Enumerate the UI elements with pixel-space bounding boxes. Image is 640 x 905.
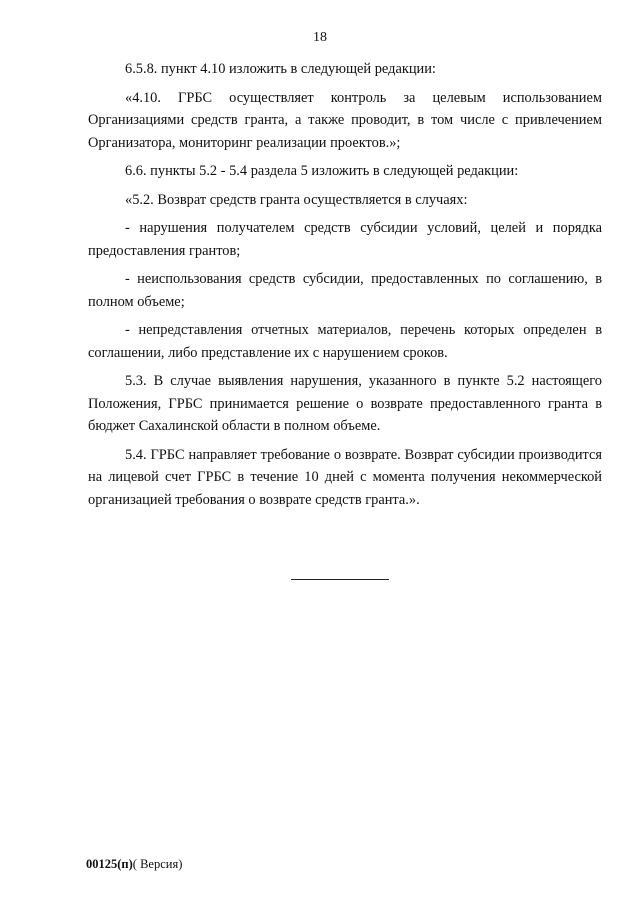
paragraph-6-5-8: 6.5.8. пункт 4.10 изложить в следующей редакции: [125, 61, 436, 77]
document-footer [86, 857, 182, 872]
page-number: 18 [313, 30, 327, 45]
document-code: 00125(п) [86, 857, 133, 871]
list-item-nonuse: - неиспользования средств субсидии, предоставленных по соглашению, в полном объеме; [88, 271, 602, 310]
list-item-violation: - нарушения получателем средств субсидии условий, целей и порядка предоставления грантов; [88, 220, 602, 259]
paragraph-5-2: «5.2. Возврат средств гранта осуществляется в случаях: [125, 191, 468, 208]
document-version: ( Версия) [132, 857, 183, 871]
paragraph-6-6: 6.6. пункты 5.2 - 5.4 раздела 5 изложить в следующей редакции: [125, 163, 519, 179]
paragraph-5-3: 5.3. В случае выявления нарушения, указанного в пункте 5.2 настоящего Положения, ГРБС принимается решение о возврате предоставленного гранта в бюджет Сахалинской области в полном объеме. [88, 373, 602, 434]
paragraph-5-4: 5.4. ГРБС направляет требование о возврате. Возврат субсидии производится на лицевой счет ГРБС в течение 10 дней с момента получения некоммерческой организацией требования о возврате средств гранта.». [88, 446, 602, 508]
separator-line [291, 579, 389, 580]
document-body [88, 58, 602, 517]
list-item-nonsubmission: - непредставления отчетных материалов, перечень которых определен в соглашении, либо представление их с нарушением сроков. [88, 322, 602, 361]
paragraph-4-10: «4.10. ГРБС осуществляет контроль за целевым использованием Организациями средств гранта, а также проводит, в том числе с привлечением Организатора, мониторинг реализации проектов.»; [88, 89, 602, 151]
